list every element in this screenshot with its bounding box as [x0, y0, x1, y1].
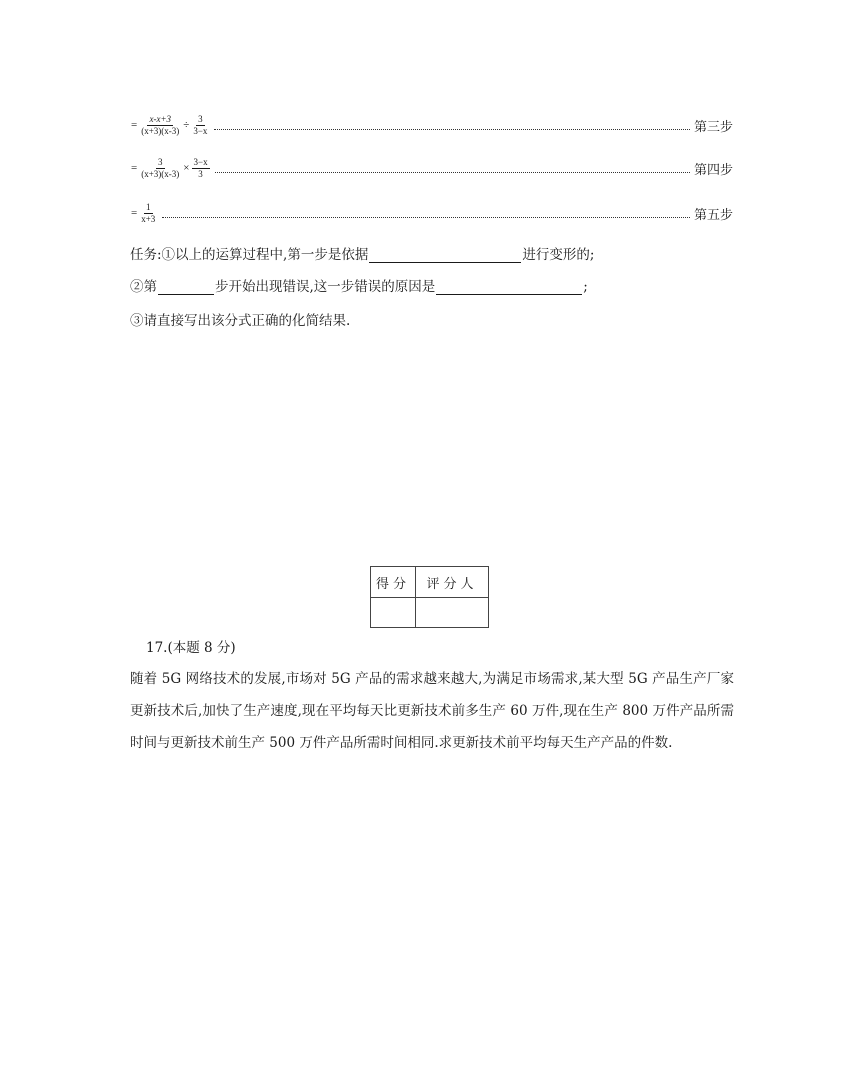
equation-math: = $\frac{x-x+3}{(x+3)(x-3)}$ ÷ $\frac{3}{3-x}$	[131, 113, 208, 136]
grader-cell[interactable]	[416, 598, 489, 628]
leader-dots	[162, 216, 690, 218]
answer-blank[interactable]	[369, 248, 521, 263]
equation-math: = $\frac{3}{(x+3)(x-3)}$ × $\frac{3-x}{3}$	[131, 156, 208, 179]
answer-blank[interactable]	[158, 280, 214, 295]
denominator: (x+3)(x-3)	[141, 168, 180, 179]
fraction	[192, 157, 210, 180]
fraction	[139, 157, 181, 180]
step-label: 第三步	[693, 119, 733, 135]
denominator: (x+3)(x-3)	[141, 125, 180, 136]
numerator: x-x+3	[149, 113, 172, 124]
task-text: ③请直接写出该分式正确的化简结果.	[130, 313, 351, 329]
fraction	[139, 202, 157, 225]
leader-dots	[215, 171, 690, 173]
denominator: 3	[198, 168, 203, 179]
numerator: 3	[158, 156, 163, 167]
equation-step-4	[130, 151, 733, 185]
fraction	[191, 114, 209, 137]
numerator: 3−x	[193, 156, 208, 167]
equation-step-5	[130, 196, 733, 230]
task-text: 步开始出现错误,这一步错误的原因是	[215, 279, 436, 295]
task-text: 任务:①以上的运算过程中,第一步是依据	[130, 247, 369, 263]
operator: ×	[183, 162, 190, 174]
score-header: 得分	[371, 567, 416, 598]
numerator: 3	[198, 113, 203, 124]
question-body: 随着 5G 网络技术的发展,市场对 5G 产品的需求越来越大,为满足市场需求,某大型 5G 产品生产厂家更新技术后,加快了生产速度,现在平均每天比更新技术前多生产 60 万件,现在生产 800 万件产品所需时间与更新技术前生产 500 万件产品所需时间相同.求更新技术前平均每天生产产品的件数.	[130, 671, 734, 751]
operator: ÷	[183, 119, 190, 131]
step-label: 第五步	[693, 207, 733, 223]
score-table	[370, 566, 489, 628]
task-text: 进行变形的;	[522, 247, 595, 263]
task-line-2	[130, 275, 588, 295]
denominator: 3−x	[193, 125, 208, 136]
score-cell[interactable]	[371, 598, 416, 628]
grader-header: 评分人	[416, 567, 489, 598]
leader-dots	[214, 128, 690, 130]
denominator: x+3	[141, 213, 156, 224]
task-line-3	[130, 309, 350, 329]
equation-math: = $\frac{1}{x+3}$	[131, 201, 156, 224]
task-text: ;	[583, 279, 588, 295]
answer-blank[interactable]	[436, 280, 582, 295]
step-label: 第四步	[693, 162, 733, 178]
equation-step-3	[130, 108, 733, 142]
fraction	[139, 114, 181, 137]
task-text: ②第	[130, 279, 157, 295]
question-number: 17.(本题 8 分)	[146, 640, 236, 656]
numerator: 1	[146, 201, 151, 212]
task-line-1	[130, 243, 594, 263]
